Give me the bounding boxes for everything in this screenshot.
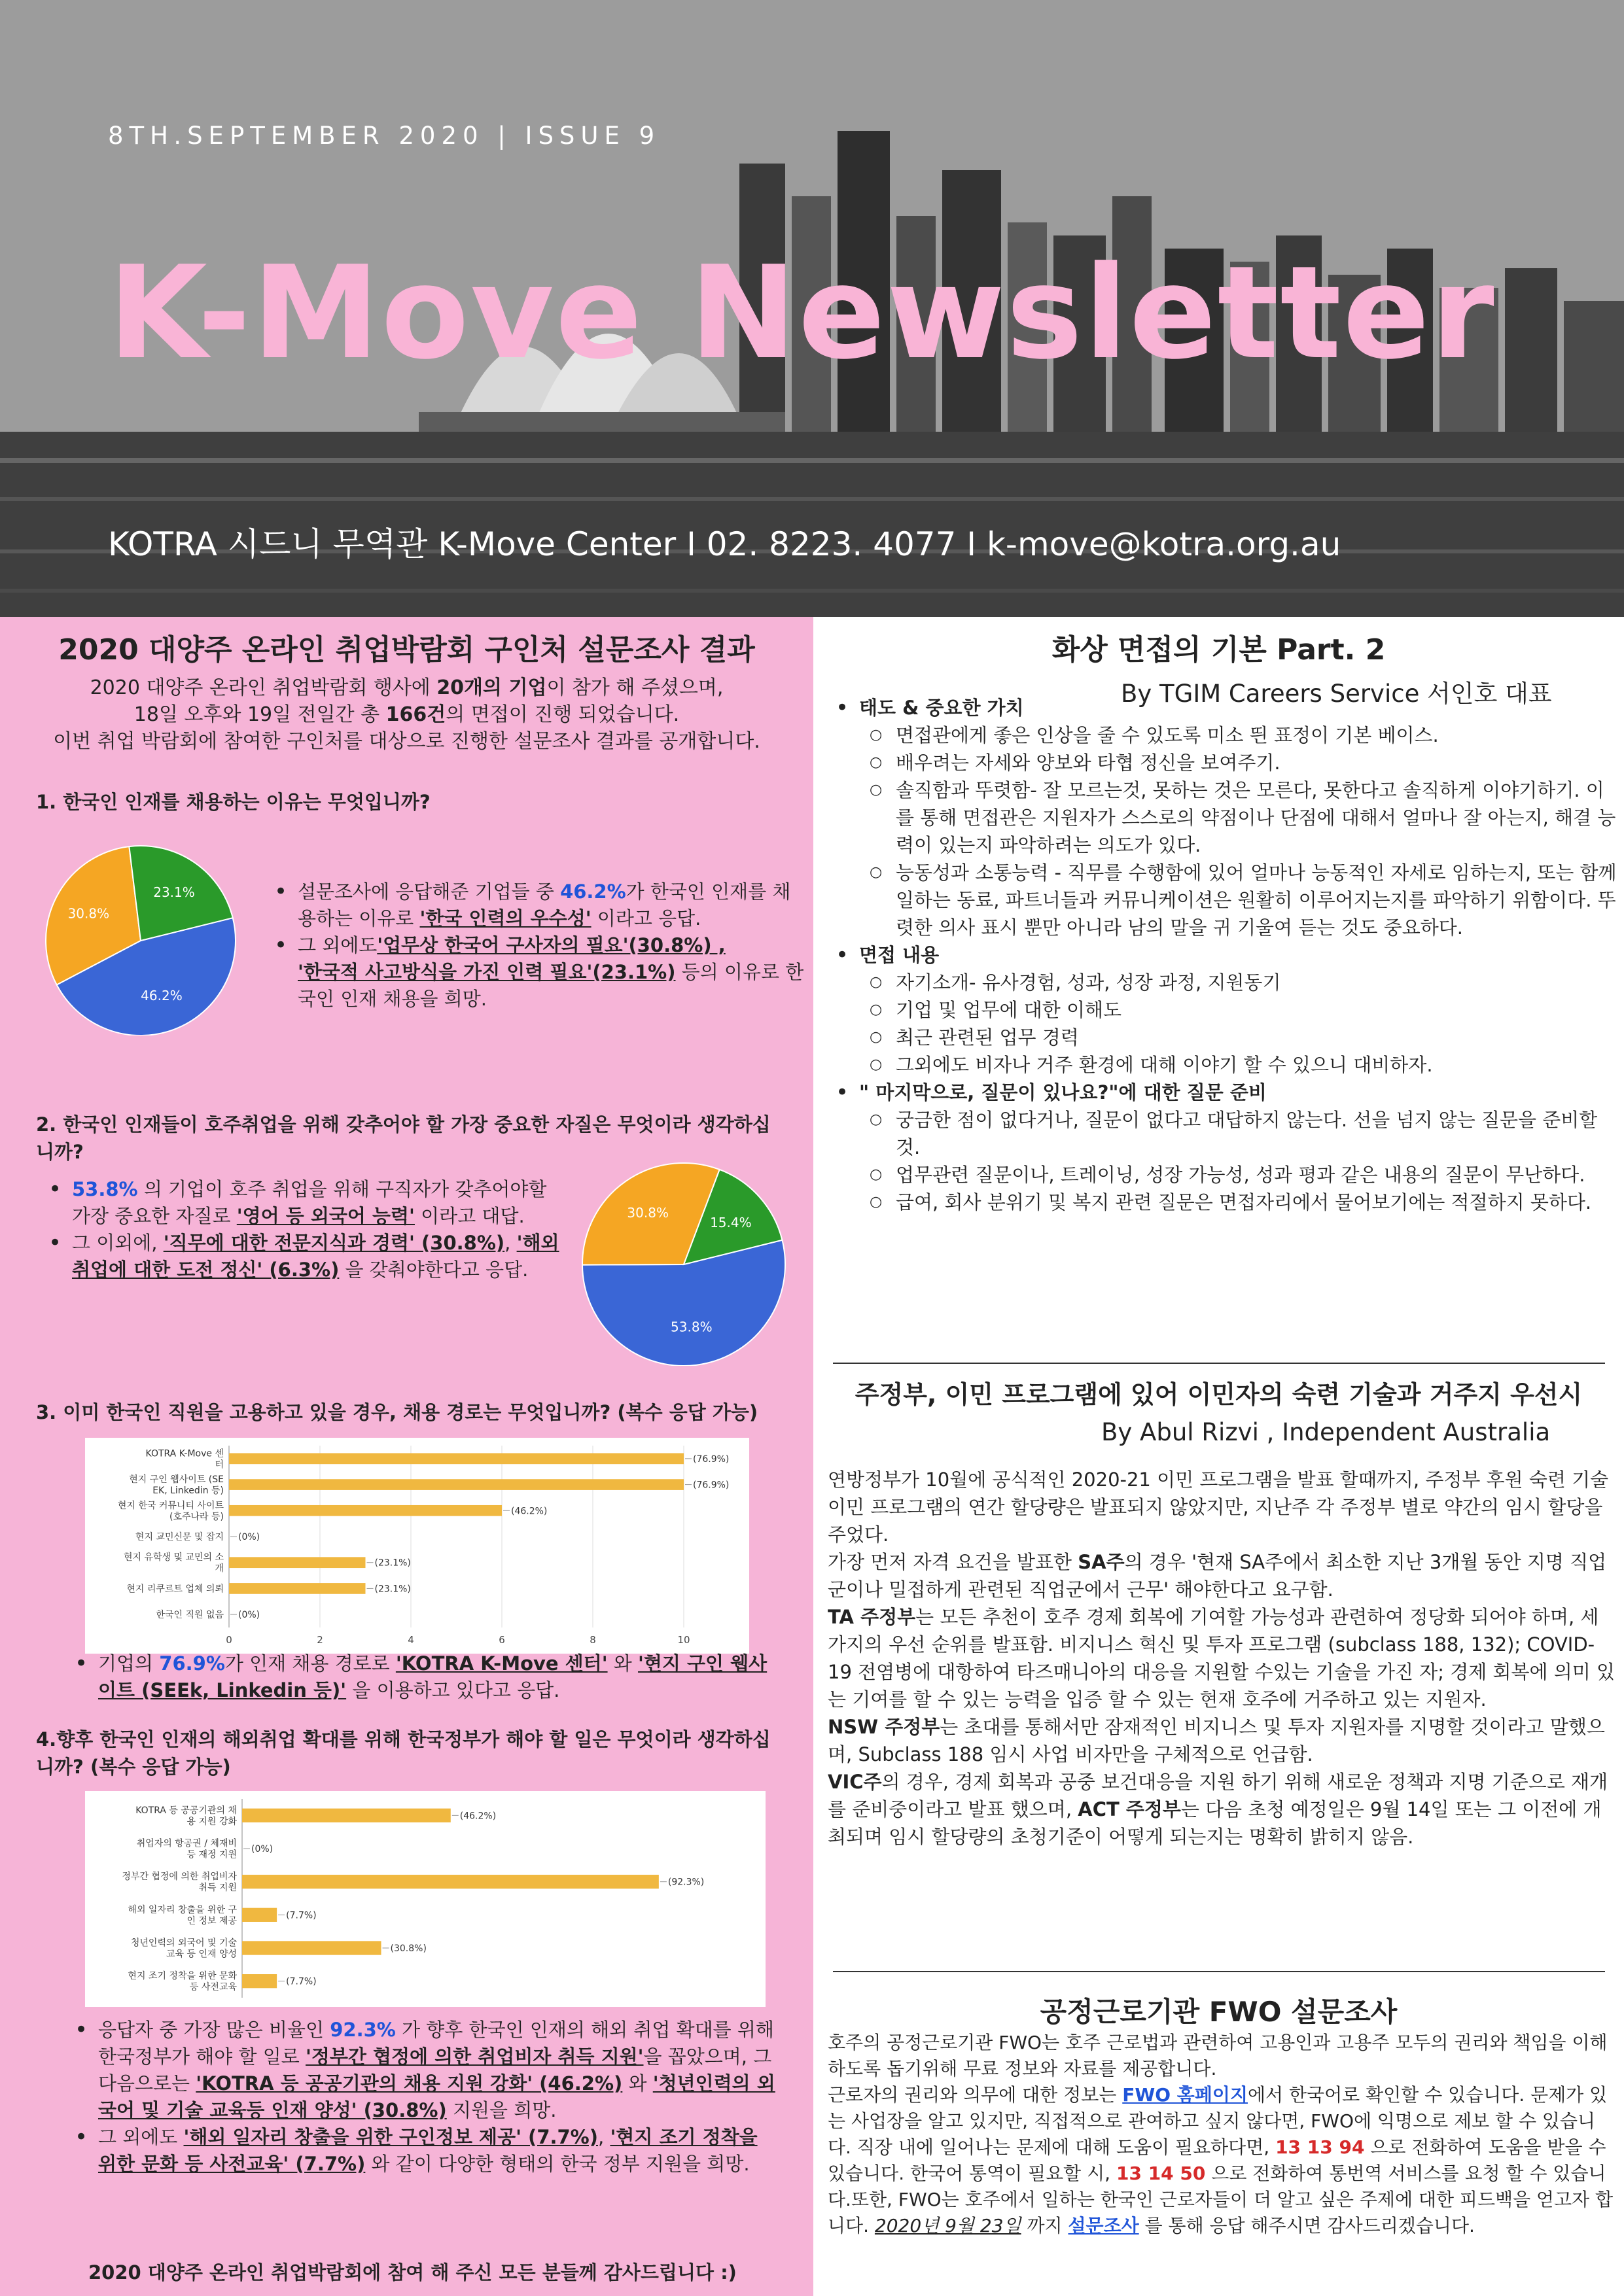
slice-label: 46.2% — [141, 988, 183, 1004]
list-item: ○ 배우려는 자세와 양보와 타협 정신을 보여주기. — [859, 749, 1618, 776]
text: 는 다음 초청 예정일은 9월 14일 또는 그 이전에 개최되며 임시 할당량의 초청기준이 어떻게 되는지는 명확히 밝히지 않음. — [828, 1798, 1602, 1848]
highlight: 46.2% — [560, 880, 626, 903]
text: 지원을 희망. — [446, 2099, 557, 2121]
deadline-date: 2020년 9월 23일 — [874, 2215, 1021, 2236]
data-label: (0%) — [251, 1844, 274, 1854]
highlight: 76.9% — [159, 1652, 225, 1675]
q1-bullets — [272, 878, 805, 1013]
q3-bullets — [72, 1650, 785, 1704]
data-label: (92.3%) — [667, 1877, 705, 1888]
tick-label: 6 — [499, 1634, 505, 1646]
survey-column — [0, 617, 813, 2296]
highlight: '정부간 협정에 의한 취업비자 취득 지원' — [306, 2045, 644, 2068]
category-label: 개 — [215, 1563, 224, 1574]
category-label: 현지 한국 커뮤니티 사이트 — [117, 1500, 224, 1511]
category-label: EK, Linkedin 등) — [152, 1486, 224, 1497]
survey-link[interactable]: 설문조사 — [1068, 2215, 1139, 2236]
question-2: 2. 한국인 인재들이 호주취업을 위해 갖추어야 할 가장 중요한 자질은 무엇이라 생각하십니까? — [36, 1113, 771, 1163]
category-label: 인 정보 제공 — [186, 1915, 237, 1926]
text: 의 기업이 호주 취업을 위해 구직자가 갖추어야할 가장 중요한 자질로 — [72, 1178, 547, 1227]
slice-label: 53.8% — [671, 1319, 713, 1335]
q2-bullets — [46, 1176, 569, 1283]
category-label: 현지 리쿠르트 업체 의뢰 — [126, 1584, 224, 1595]
highlight: '해외 일자리 창출을 위한 구인정보 제공' (7.7%) — [183, 2126, 598, 2148]
text: 이라고 대답. — [414, 1205, 525, 1227]
data-label: (46.2%) — [459, 1811, 497, 1822]
bar-chart-q4 — [85, 1791, 766, 2007]
text: 와 — [622, 2072, 653, 2095]
highlight: '업무상 한국어 구사자의 필요'(30.8%) , — [377, 934, 726, 956]
fwo-title: 공정근로기관 FWO 설문조사 — [1040, 1996, 1398, 2028]
paragraph — [828, 1713, 1616, 1768]
highlight: TA 주정부 — [828, 1606, 916, 1628]
text: , — [504, 1232, 517, 1254]
bar — [229, 1453, 684, 1465]
bar — [242, 1809, 451, 1822]
list-item: ○ 궁금한 점이 없다거나, 질문이 없다고 대답하지 않는다. 선을 넘지 않는 질문을 준비할것. — [859, 1106, 1618, 1161]
migration-body — [828, 1466, 1616, 1851]
data-label: (76.9%) — [693, 1453, 730, 1465]
list-item — [72, 1650, 785, 1704]
highlight: '현지 조기 정착을 위한 문화 등 사전교육' (7.7%) — [98, 2126, 758, 2175]
text: 근로자의 권리와 의무에 대한 정보는 — [828, 2084, 1123, 2106]
bar — [229, 1557, 366, 1568]
highlight: 92.3% — [330, 2019, 396, 2041]
text: 의 경우 '현재 SA주에서 최소한 지난 3개월 동안 지명 직업군이나 밀접하게 관련된 직업군에서 근무' 해야한다고 요구함. — [828, 1551, 1607, 1601]
question-1: 1. 한국인 인재를 채용하는 이유는 무엇입니까? — [36, 791, 431, 813]
paragraph — [828, 1548, 1616, 1603]
highlight: '해외취업에 대한 도전 정신' (6.3%) — [72, 1232, 559, 1281]
bar — [242, 1974, 277, 1988]
interview-sections — [833, 694, 1618, 1216]
text: 을 이용하고 있다고 응답. — [346, 1679, 560, 1701]
data-label: (7.7%) — [286, 1976, 317, 1987]
bar — [229, 1505, 502, 1516]
data-label: (76.9%) — [693, 1480, 730, 1491]
bar — [242, 1875, 659, 1888]
attitude-list — [859, 722, 1618, 941]
text: 가 향후 한국인 인재의 해외 취업 확대를 위해 한국정부가 해야 할 일로 — [98, 2019, 774, 2068]
migration-byline: By Abul Rizvi , Independent Australia — [1101, 1418, 1551, 1446]
text: 가 한국인 인재를 채용하는 이유로 — [298, 880, 791, 930]
text: 까지 — [1021, 2215, 1068, 2236]
pie-chart-q2 — [573, 1157, 795, 1366]
tick-label: 8 — [590, 1634, 596, 1646]
divider — [833, 1363, 1605, 1364]
text: 의 경우, 경제 회복과 공중 보건대응을 지원 하기 위해 새로운 정책과 지명 기준으로 재개를 준비중이라고 발표 했으며, — [828, 1771, 1608, 1820]
category-label: 해외 일자리 창출을 위한 구 — [128, 1904, 237, 1915]
text: 가 인재 채용 경로로 — [224, 1652, 396, 1675]
highlight: '한국 인력의 우수성' — [419, 907, 591, 930]
paragraph: 연방정부가 10월에 공식적인 2020-21 이민 프로그램을 발표 할때까지, 주정부 후원 숙련 기술 이민 프로그램의 연간 할당량은 발표되지 않았지만, 지난주 각 주정부 별로 약간의 임시 할당을 주었다. — [828, 1469, 1609, 1546]
bar — [229, 1583, 366, 1594]
text: 는 초대를 통해서만 잠재적인 비지니스 및 투자 지원자를 지명할 것이라고 말했으며, Subclass 188 임시 사업 비자만을 구체적으로 언급함. — [828, 1716, 1605, 1765]
list-item: ○ 그외에도 비자나 거주 환경에 대해 이야기 할 수 있으니 대비하자. — [859, 1051, 1618, 1079]
category-label: KOTRA 등 공공기관의 채 — [135, 1805, 237, 1816]
tick-label: 4 — [408, 1634, 414, 1646]
category-label: 취득 지원 — [198, 1883, 237, 1894]
q4-bullets — [72, 2017, 779, 2178]
highlight: NSW 주정부 — [828, 1716, 940, 1738]
list-item: ○ 솔직함과 뚜렷함- 잘 모르는것, 못하는 것은 모른다, 못한다고 솔직하게 이야기하기. 이를 통해 면접관은 지원자가 스스로의 약점이나 단점에 대해서 얼마나 잘 아는지, 해결 능력이 있는지 파악하려는 의도가 있다. — [859, 776, 1618, 859]
section-content — [833, 941, 1618, 1079]
list-item: ○ 면접관에게 좋은 인상을 줄 수 있도록 미소 띈 표정이 기본 베이스. — [859, 722, 1618, 749]
intro-highlight: 166건 — [385, 703, 446, 726]
text: 으로 전화하여 통번역 서비스를 요청 할 수 있습니다.또한, FWO는 호주에서 일하는 한국인 근로자들이 더 알고 싶은 주제에 대한 피드백을 얻고자 합니다. — [828, 2163, 1614, 2236]
category-label: 한국인 직원 없음 — [156, 1610, 224, 1621]
text: 기업의 — [98, 1652, 160, 1675]
list-item: ○ 기업 및 업무에 대한 이해도 — [859, 996, 1618, 1024]
category-label: 현지 교민신문 및 잡지 — [135, 1532, 224, 1542]
data-label: (7.7%) — [286, 1910, 317, 1921]
intro-text: 의 면접이 진행 되었습니다. — [446, 703, 680, 726]
text: 는 모든 추천이 호주 경제 회복에 기여할 가능성과 관련하여 정당화 되어야 하며, 세 가지의 우선 순위를 발표함. 비지니스 혁신 및 투자 프로그램 (subclass 188, 132); COVID-19 전염병에 대항하여 타즈매니아의 대응을 지원할 수있는 기술을 가진 자; 경제 회복에 의미 있는 기여를 할 수 있는 능력을 입증 할 수 있는 현재 호주에 거주하고 있는 지원자. — [828, 1606, 1615, 1711]
highlight: ACT 주정부 — [1078, 1798, 1181, 1820]
text: 와 — [607, 1652, 639, 1675]
text: 그 외에도 — [98, 2126, 184, 2148]
intro-text: 18일 오후와 19일 전일간 총 — [133, 703, 386, 726]
survey-intro — [13, 674, 800, 755]
category-label: 현지 조기 정착을 위한 문화 — [128, 1971, 237, 1982]
category-label: 취업자의 항공권 / 체재비 — [136, 1838, 237, 1849]
category-label: 정부간 협정에 의한 취업비자 — [122, 1871, 237, 1883]
data-label: (30.8%) — [390, 1943, 427, 1954]
paragraph: 호주의 공정근로기관 FWO는 호주 근로법과 관련하여 고용인과 고용주 모두의 권리와 책임을 이해하도록 돕기위해 무료 정보와 자료를 제공합니다. — [828, 2032, 1608, 2079]
content-list — [859, 969, 1618, 1079]
slice-label: 15.4% — [710, 1215, 752, 1231]
data-label: (0%) — [238, 1610, 260, 1621]
list-item: ○ 업무관련 질문이나, 트레이닝, 성장 가능성, 성과 평과 같은 내용의 질문이 무난하다. — [859, 1161, 1618, 1189]
highlight: '영어 등 외국어 능력' — [236, 1205, 415, 1227]
data-label: (46.2%) — [511, 1506, 548, 1517]
contact-line: KOTRA 시드니 무역관 K-Move Center I 02. 8223. 4077 I k-move@kotra.org.au — [108, 525, 1341, 563]
slice-label: 30.8% — [627, 1205, 669, 1221]
intro-text: 2020 대양주 온라인 취업박람회 행사에 — [90, 676, 437, 699]
bar — [242, 1908, 277, 1922]
thanks-line: 2020 대양주 온라인 취업박람회에 참여 해 주신 모든 분들께 감사드립니다 :) — [88, 2261, 737, 2284]
category-label: 용 지원 강화 — [186, 1816, 237, 1827]
highlight: 'KOTRA 등 공공기관의 채용 지원 강화' (46.2%) — [196, 2072, 623, 2095]
phone-number: 13 13 94 — [1275, 2136, 1365, 2158]
intro-highlight: 20개의 기업 — [436, 676, 547, 699]
fwo-body — [828, 2030, 1616, 2239]
text: 를 통해 응답 해주시면 감사드리겠습니다. — [1139, 2215, 1475, 2236]
text: 와 같이 다양한 형태의 한국 정부 지원을 희망. — [365, 2153, 750, 2175]
category-label: 현지 구인 웹사이트 (SE — [129, 1474, 224, 1486]
highlight: '청년인력의 외국어 및 기술 교육등 인재 양성' (30.8%) — [98, 2072, 775, 2121]
survey-title: 2020 대양주 온라인 취업박람회 구인처 설문조사 결과 — [58, 633, 755, 667]
newsletter-title: K-Move Newsletter — [108, 239, 1496, 388]
category-label: 청년인력의 외국어 및 기술 — [130, 1938, 237, 1949]
section-questions — [833, 1079, 1618, 1216]
highlight: 53.8% — [72, 1178, 138, 1200]
category-label: 등 사전교육 — [189, 1982, 237, 1993]
question-3: 3. 이미 한국인 직원을 고용하고 있을 경우, 채용 경로는 무엇입니까? (복수 응답 가능) — [36, 1401, 758, 1423]
interview-title: 화상 면접의 기본 Part. 2 — [1051, 633, 1386, 667]
text: 응답자 중 가장 많은 비율인 — [98, 2019, 330, 2041]
category-label: 교육 등 인재 양성 — [166, 1949, 237, 1960]
section-heading: 면접 내용 — [859, 944, 940, 966]
questions-list — [859, 1106, 1618, 1216]
slice-label: 23.1% — [153, 884, 195, 900]
text: 가장 먼저 자격 요건을 발표한 — [828, 1551, 1078, 1573]
paragraph — [828, 1768, 1616, 1851]
category-label: 등 재정 지원 — [186, 1849, 237, 1860]
list-item: ○ 능동성과 소통능력 - 직무를 수행함에 있어 얼마나 능동적인 자세로 임하는지, 또는 함께 일하는 동료, 파트너들과 커뮤니케이션은 원활히 이루어지는지를 파악하기 위함이다. 뚜렷한 의사 표시 뿐만 아니라 남의 말을 귀 기울여 듣는 것도 중요하다. — [859, 859, 1618, 941]
category-label: 현지 유학생 및 교민의 소 — [123, 1552, 224, 1563]
text: 을 갖춰야한다고 응답. — [339, 1259, 529, 1281]
data-label: (23.1%) — [374, 1557, 411, 1569]
highlight: '직무에 대한 전문지식과 경력' (30.8%) — [163, 1232, 505, 1254]
list-item — [46, 1230, 569, 1283]
intro-text: 이 참가 해 주셨으며, — [546, 676, 724, 699]
text: , — [598, 2126, 610, 2148]
paragraph — [828, 1603, 1616, 1713]
intro-text: 이번 취업 박람회에 참여한 구인처를 대상으로 진행한 설문조사 결과를 공개합니다. — [53, 730, 760, 753]
issue-date: 8TH.SEPTEMBER 2020 | ISSUE 9 — [108, 122, 661, 150]
list-item — [46, 1176, 569, 1230]
section-heading: " 마지막으로, 질문이 있나요?"에 대한 질문 준비 — [859, 1081, 1267, 1104]
data-label: (0%) — [238, 1532, 260, 1542]
tick-label: 10 — [677, 1634, 690, 1646]
highlight: SA주 — [1078, 1551, 1125, 1573]
question-4: 4.향후 한국인 인재의 해외취업 확대를 위해 한국정부가 해야 할 일은 무엇이라 생각하십니까? (복수 응답 가능) — [36, 1728, 771, 1778]
fwo-homepage-link[interactable]: FWO 홈페이지 — [1122, 2084, 1248, 2106]
divider — [833, 1971, 1605, 1972]
highlight: VIC주 — [828, 1771, 882, 1793]
list-item: ○ 최근 관련된 업무 경력 — [859, 1024, 1618, 1051]
section-attitude — [833, 694, 1618, 941]
data-label: (23.1%) — [374, 1584, 411, 1595]
phone-number: 13 14 50 — [1116, 2163, 1206, 2184]
category-label: 터 — [215, 1459, 224, 1470]
migration-title: 주정부, 이민 프로그램에 있어 이민자의 숙련 기술과 거주지 우선시 — [855, 1380, 1583, 1409]
tick-label: 2 — [317, 1634, 323, 1646]
interview-byline: By TGIM Careers Service 서인호 대표 — [1121, 680, 1552, 708]
slice-label: 30.8% — [67, 905, 110, 922]
section-heading: 태도 & 중요한 가치 — [859, 697, 1024, 719]
articles-column — [813, 617, 1624, 2296]
bar — [242, 1941, 381, 1955]
text: 이라고 응답. — [591, 907, 701, 930]
tick-label: 0 — [226, 1634, 232, 1646]
list-item: ○ 자기소개- 유사경험, 성과, 성장 과정, 지원동기 — [859, 969, 1618, 996]
highlight: '현지 구인 웹사이트 (SEEk, Linkedin 등)' — [98, 1652, 768, 1701]
text: 으로 전화하여 도움을 받을 수 있습니다. 한국어 통역이 필요할 시, — [828, 2136, 1606, 2184]
highlight: '한국적 사고방식을 가진 인력 필요'(23.1%) — [298, 961, 676, 983]
category-label: (호주나라 등) — [169, 1511, 224, 1522]
paragraph — [828, 2082, 1616, 2239]
text: 등의 이유로 한국인 인재 채용을 희망. — [298, 961, 804, 1010]
text: 그 이외에, — [72, 1232, 164, 1254]
header-banner — [0, 0, 1624, 617]
text: 그 외에도 — [298, 934, 378, 956]
bar — [229, 1479, 684, 1490]
category-label: KOTRA K-Move 센 — [145, 1448, 224, 1459]
list-item — [72, 2124, 779, 2178]
text: 에서 한국어로 확인할 수 있습니다. 문제가 있는 사업장을 알고 있지만, 직접적으로 관여하고 싶지 않다면, FWO에 익명으로 제보 할 수 있습니다. 직장 내에 일어나는 문제에 대해 도움이 필요하다면, — [828, 2084, 1608, 2158]
text: 설문조사에 응답해준 기업들 중 — [298, 880, 561, 903]
bar-chart-q3 — [85, 1438, 749, 1654]
text: 을 꼽았으며, 그 다음으로는 — [98, 2045, 772, 2095]
list-item — [72, 2017, 779, 2124]
highlight: 'KOTRA K-Move 센터' — [395, 1652, 608, 1675]
pie-chart-q1 — [36, 839, 245, 1035]
list-item — [272, 878, 805, 932]
list-item — [272, 932, 805, 1013]
list-item: ○ 급여, 회사 분위기 및 복지 관련 질문은 면접자리에서 물어보기에는 적절하지 못하다. — [859, 1189, 1618, 1216]
